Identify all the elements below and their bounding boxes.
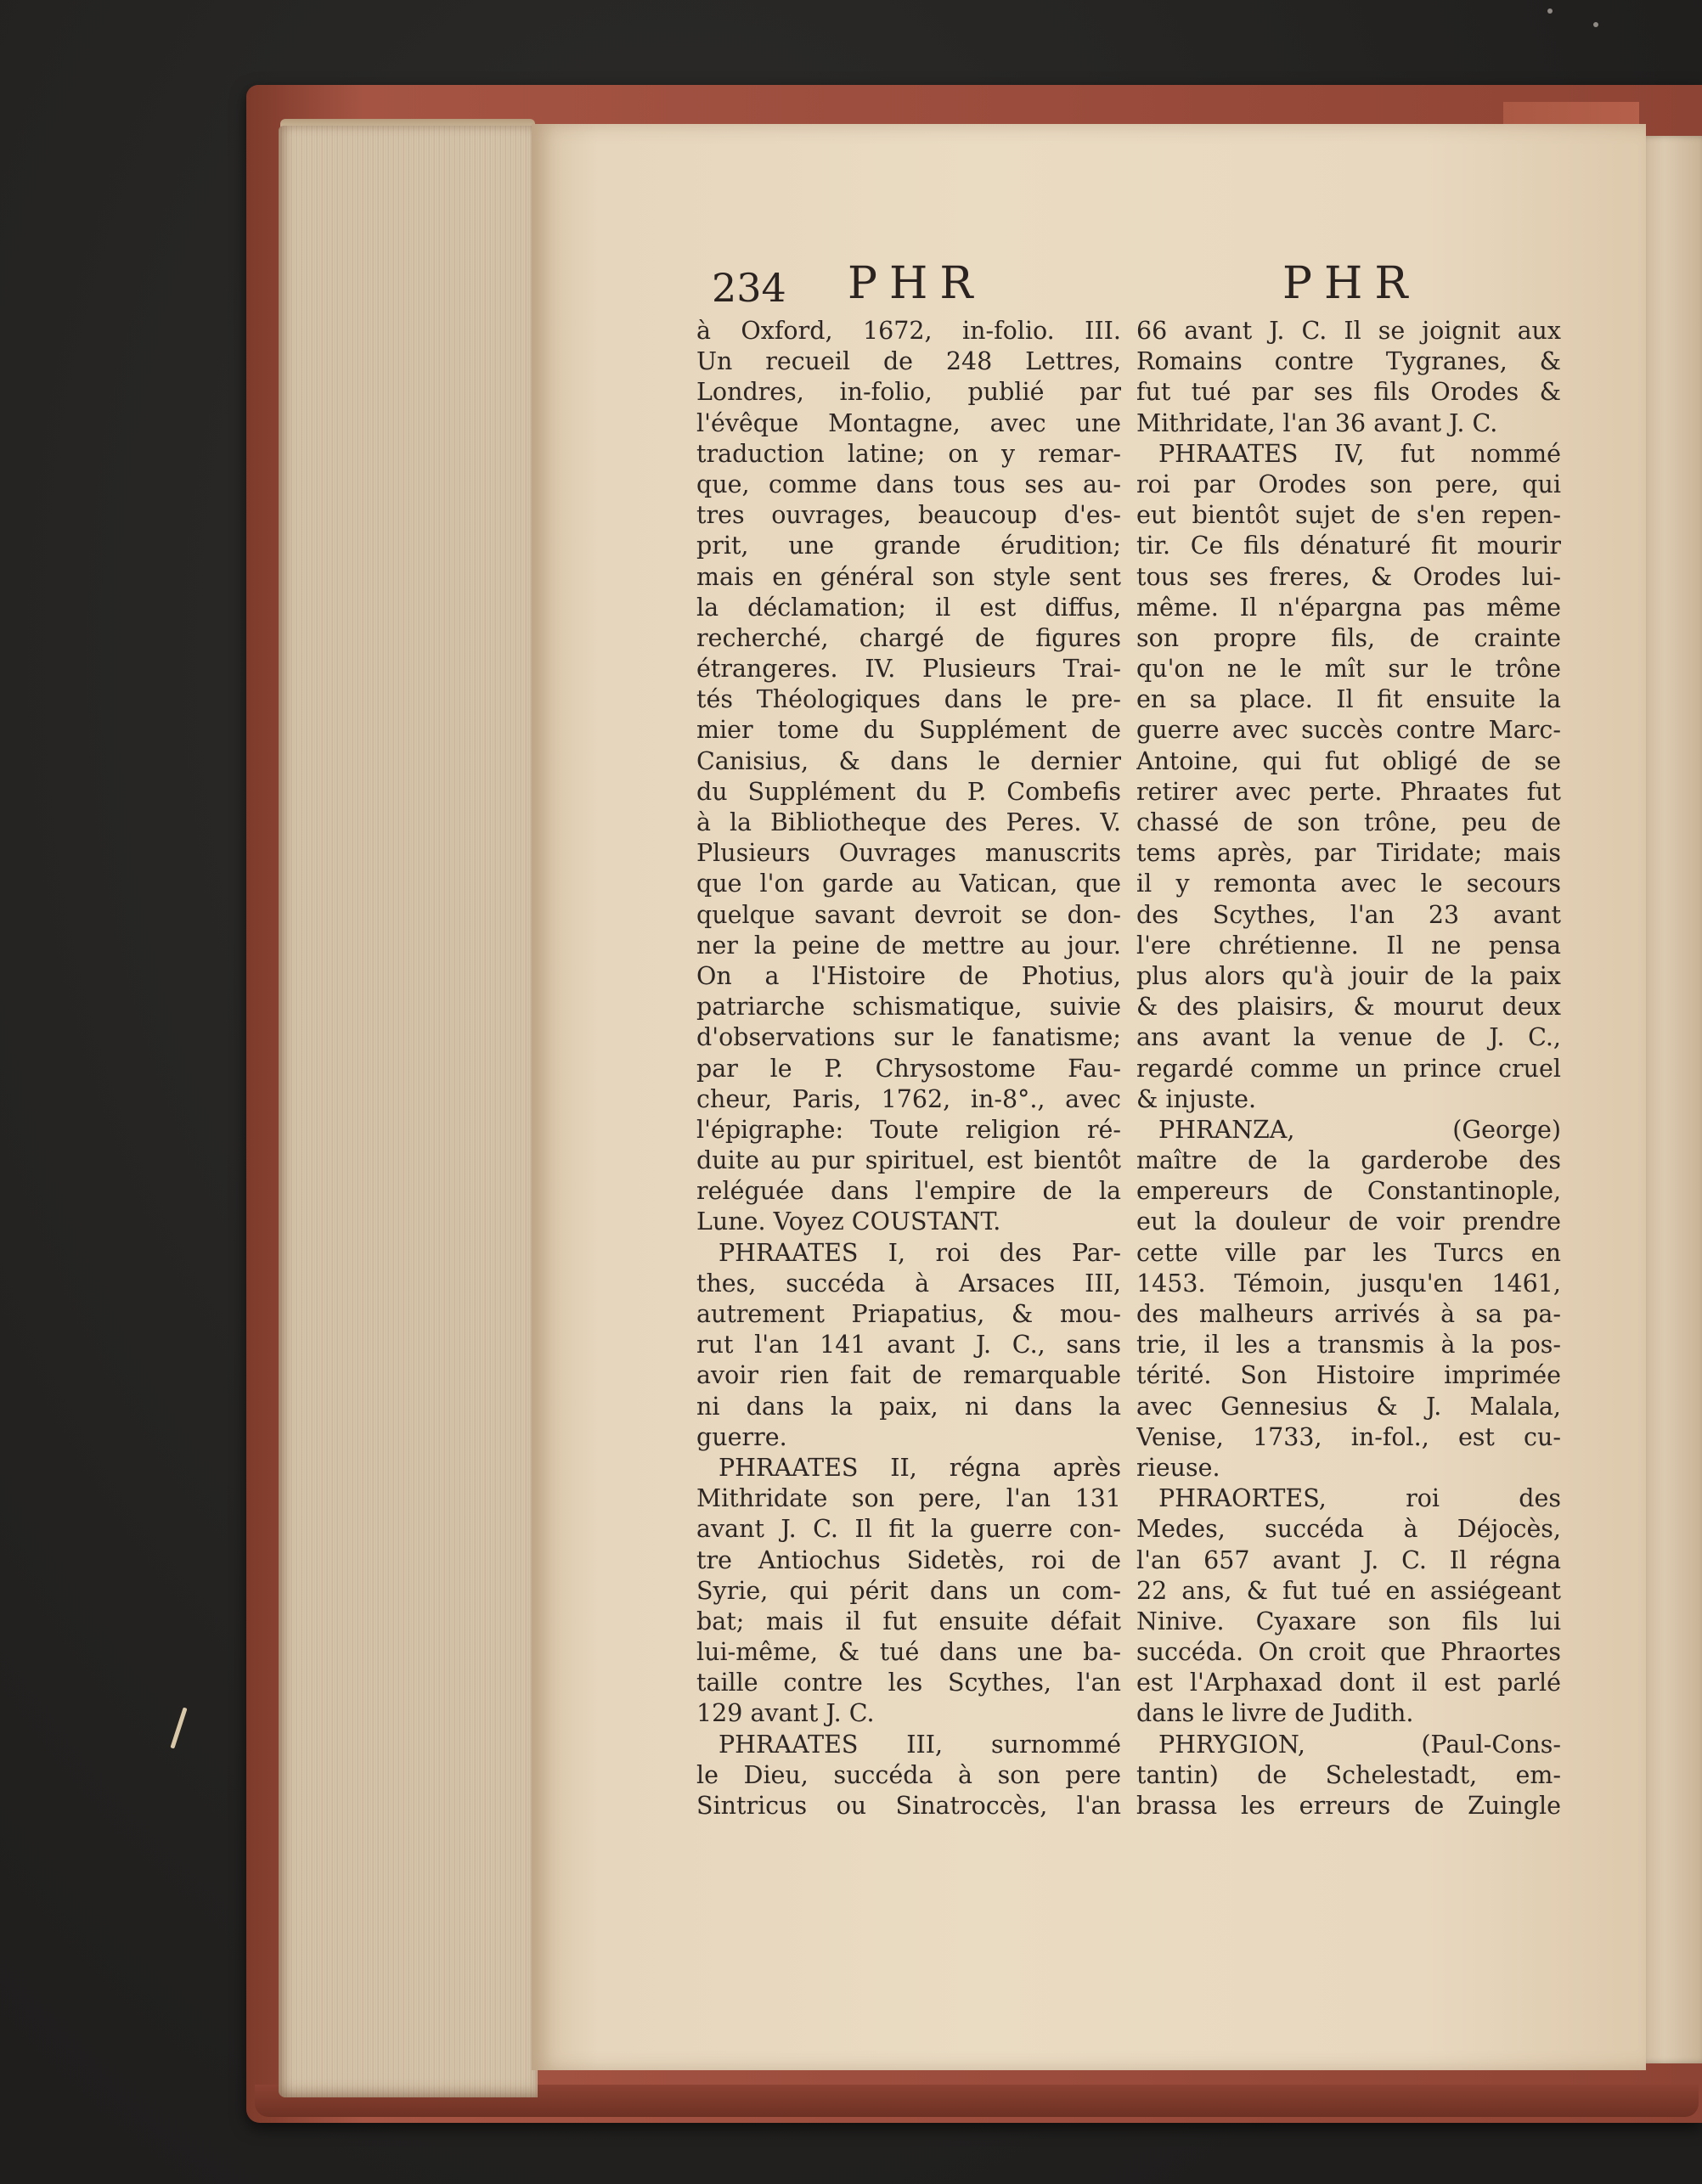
text-line: recherché, chargé de figures	[696, 623, 1121, 652]
text-line: en sa place. Il fit ensuite la	[1136, 685, 1561, 714]
text-line: eut la douleur de voir prendre	[1136, 1207, 1561, 1236]
text-line: PHRANZA, (George)	[1158, 1115, 1561, 1144]
text-line: Mithridate son pere, l'an 131	[696, 1484, 1121, 1513]
text-line: que l'on garde au Vatican, que	[696, 870, 1121, 898]
text-line: tous ses freres, & Orodes lui-	[1136, 562, 1561, 591]
text-line: & injuste.	[1136, 1084, 1257, 1113]
text-line: rut l'an 141 avant J. C., sans	[696, 1331, 1121, 1359]
text-line: PHRAATES IV, fut nommé	[1158, 439, 1561, 468]
text-line: & des plaisirs, & mourut deux	[1136, 993, 1561, 1022]
text-line: avoir rien fait de remarquable	[696, 1361, 1121, 1390]
text-line: 22 ans, & fut tué en assiégeant	[1136, 1576, 1561, 1605]
text-line: 1453. Témoin, jusqu'en 1461,	[1136, 1269, 1561, 1297]
text-line: duite au pur spirituel, est bientôt	[696, 1146, 1121, 1175]
text-line: des Scythes, l'an 23 avant	[1136, 900, 1561, 929]
text-line: bat; mais il fut ensuite défait	[696, 1607, 1121, 1635]
page-header	[712, 258, 1442, 312]
text-line: l'épigraphe: Toute religion ré-	[696, 1115, 1121, 1144]
text-line: eut bientôt sujet de s'en repen-	[1136, 501, 1561, 530]
text-line: tres ouvrages, beaucoup d'es-	[696, 501, 1121, 530]
text-line: à la Bibliotheque des Peres. V.	[696, 808, 1121, 836]
text-line: Un recueil de 248 Lettres,	[696, 347, 1121, 376]
text-line: il y remonta avec le secours	[1136, 870, 1561, 898]
text-line: est l'Arphaxad dont il est parlé	[1136, 1669, 1561, 1697]
text-line: prit, une grande érudition;	[696, 532, 1121, 560]
text-line: patriarche schismatique, suivie	[696, 993, 1121, 1022]
text-line: maître de la garderobe des	[1136, 1146, 1561, 1175]
text-line: reléguée dans l'empire de la	[696, 1177, 1121, 1206]
text-line: On a l'Histoire de Photius,	[696, 961, 1121, 990]
text-line: Medes, succéda à Déjocès,	[1136, 1515, 1561, 1544]
text-line: taille contre les Scythes, l'an	[696, 1669, 1121, 1697]
text-line: du Supplément du P. Combefis	[696, 777, 1121, 806]
text-line: d'observations sur le fanatisme;	[696, 1023, 1121, 1052]
text-line: térité. Son Histoire imprimée	[1136, 1361, 1561, 1390]
text-line: fut tué par ses fils Orodes &	[1136, 378, 1561, 407]
text-line: PHRAATES I, roi des Par-	[719, 1238, 1121, 1267]
text-column-left	[696, 316, 1121, 1821]
text-line: Lune. Voyez COUSTANT.	[696, 1207, 1001, 1236]
text-line: Venise, 1733, in-fol., est cu-	[1136, 1422, 1561, 1451]
text-line: succéda. On croit que Phraortes	[1136, 1638, 1561, 1667]
text-line: empereurs de Constantinople,	[1136, 1177, 1561, 1206]
text-line: l'an 657 avant J. C. Il régna	[1136, 1545, 1561, 1574]
running-head-left: PHR	[848, 258, 985, 309]
text-line: autrement Priapatius, & mou-	[696, 1300, 1121, 1328]
text-line: à Oxford, 1672, in-folio. III.	[696, 317, 1121, 345]
text-line: Mithridate, l'an 36 avant J. C.	[1136, 408, 1498, 437]
text-line: ans avant la venue de J. C.,	[1136, 1023, 1561, 1052]
text-line: PHRAATES III, surnommé	[719, 1730, 1121, 1759]
text-line: Antoine, qui fut obligé de se	[1136, 746, 1561, 775]
text-line: plus alors qu'à jouir de la paix	[1136, 961, 1561, 990]
text-line: Syrie, qui périt dans un com-	[696, 1576, 1121, 1605]
text-line: son propre fils, de crainte	[1136, 623, 1561, 652]
text-line: roi par Orodes son pere, qui	[1136, 470, 1561, 498]
text-line: tre Antiochus Sidetès, roi de	[696, 1545, 1121, 1574]
text-line: Romains contre Tygranes, &	[1136, 347, 1561, 376]
text-line: même. Il n'épargna pas même	[1136, 593, 1561, 622]
text-line: brassa les erreurs de Zuingle	[1136, 1792, 1561, 1820]
text-line: Ninive. Cyaxare son fils lui	[1136, 1607, 1561, 1635]
text-line: Canisius, & dans le dernier	[696, 746, 1121, 775]
text-line: dans le livre de Judith.	[1136, 1699, 1414, 1728]
text-line: des malheurs arrivés à sa pa-	[1136, 1300, 1561, 1328]
text-line: Plusieurs Ouvrages manuscrits	[696, 839, 1121, 868]
text-line: rieuse.	[1136, 1453, 1220, 1482]
page-number: 234	[712, 265, 786, 311]
text-line: PHRAATES II, régna après	[719, 1453, 1121, 1482]
text-line: cheur, Paris, 1762, in-8°., avec	[696, 1084, 1121, 1113]
running-head-right: PHR	[1282, 258, 1420, 309]
text-line: l'évêque Montagne, avec une	[696, 408, 1121, 437]
text-line: tés Théologiques dans le pre-	[696, 685, 1121, 714]
text-line: par le P. Chrysostome Fau-	[696, 1054, 1121, 1083]
facing-page-edge	[1639, 136, 1702, 2063]
text-line: mais en général son style sent	[696, 562, 1121, 591]
text-line: 129 avant J. C.	[696, 1699, 875, 1728]
page-block-thickness	[279, 126, 538, 2097]
text-line: trie, il les a transmis à la pos-	[1136, 1331, 1561, 1359]
text-line: ni dans la paix, ni dans la	[696, 1392, 1121, 1421]
text-line: cette ville par les Turcs en	[1136, 1238, 1561, 1267]
text-line: thes, succéda à Arsaces III,	[696, 1269, 1121, 1297]
text-line: tantin) de Schelestadt, em-	[1136, 1760, 1561, 1789]
dust-speck	[1547, 8, 1553, 14]
text-line: chassé de son trône, peu de	[1136, 808, 1561, 836]
text-line: avant J. C. Il fit la guerre con-	[696, 1515, 1121, 1544]
text-line: tems après, par Tiridate; mais	[1136, 839, 1561, 868]
text-line: que, comme dans tous ses au-	[696, 470, 1121, 498]
dust-speck	[1593, 22, 1598, 27]
text-line: PHRYGION, (Paul-Cons-	[1158, 1730, 1561, 1759]
text-line: quelque savant devroit se don-	[696, 900, 1121, 929]
text-line: tir. Ce fils dénaturé fit mourir	[1136, 532, 1561, 560]
text-line: l'ere chrétienne. Il ne pensa	[1136, 931, 1561, 960]
text-line: Londres, in-folio, publié par	[696, 378, 1121, 407]
text-line: étrangeres. IV. Plusieurs Trai-	[696, 655, 1121, 684]
text-line: PHRAORTES, roi des	[1158, 1484, 1561, 1513]
text-line: lui-même, & tué dans une ba-	[696, 1638, 1121, 1667]
text-line: 66 avant J. C. Il se joignit aux	[1136, 317, 1561, 345]
text-line: ner la peine de mettre au jour.	[696, 931, 1121, 960]
text-line: avec Gennesius & J. Malala,	[1136, 1392, 1561, 1421]
text-line: la déclamation; il est diffus,	[696, 593, 1121, 622]
text-line: guerre avec succès contre Marc-	[1136, 716, 1561, 745]
text-line: regardé comme un prince cruel	[1136, 1054, 1561, 1083]
text-line: le Dieu, succéda à son pere	[696, 1760, 1121, 1789]
text-line: qu'on ne le mît sur le trône	[1136, 655, 1561, 684]
text-line: traduction latine; on y remar-	[696, 439, 1121, 468]
text-line: retirer avec perte. Phraates fut	[1136, 777, 1561, 806]
text-line: guerre.	[696, 1422, 787, 1451]
text-column-right	[1136, 316, 1561, 1821]
text-line: mier tome du Supplément de	[696, 716, 1121, 745]
text-line: Sintricus ou Sinatroccès, l'an	[696, 1792, 1121, 1820]
